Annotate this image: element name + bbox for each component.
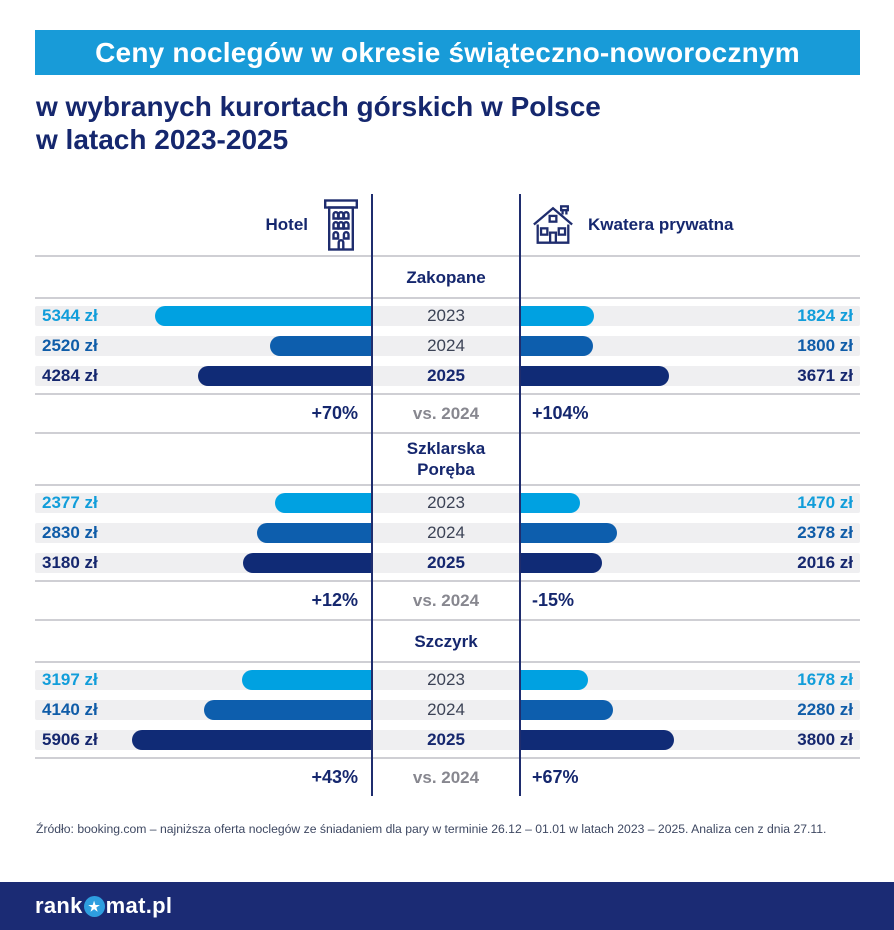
bar-row-2024 (35, 331, 860, 361)
hotel-bar-track (35, 523, 372, 543)
hotel-bar-track (35, 700, 372, 720)
kwatera-bar-track (520, 730, 860, 750)
kwatera-bar-track (520, 700, 860, 720)
year-track (372, 553, 520, 573)
title-banner (35, 30, 860, 75)
year-label: 2024 (427, 523, 465, 542)
house-icon (531, 203, 575, 247)
kwatera-bar (520, 493, 580, 513)
center-column-left-line (371, 194, 373, 796)
year-track (372, 336, 520, 356)
hotel-price-label: 2377 zł (42, 493, 98, 512)
kwatera-bar-track (520, 366, 860, 386)
hotel-bar (242, 670, 372, 690)
section-title: Zakopane (406, 267, 486, 287)
subtitle-line-1: w wybranych kurortach górskich w Polsce (36, 91, 601, 122)
column-headers (35, 194, 860, 255)
kwatera-bar (520, 670, 588, 690)
year-label: 2025 (427, 730, 465, 749)
kwatera-column-label: Kwatera prywatna (588, 214, 734, 234)
center-column-right-line (519, 194, 521, 796)
vs-label: vs. 2024 (412, 403, 480, 423)
hotel-building-icon (322, 199, 360, 251)
star-icon: ★ (84, 896, 105, 917)
kwatera-bar-track (520, 670, 860, 690)
kwatera-bar (520, 306, 594, 326)
year-label: 2023 (427, 306, 465, 325)
hotel-bar (257, 523, 372, 543)
hotel-price-label: 2830 zł (42, 523, 98, 542)
footer-brand-bar (0, 882, 894, 930)
year-track (372, 700, 520, 720)
hotel-bar (275, 493, 372, 513)
kwatera-bar (520, 523, 617, 543)
logo-text-before: rank (35, 893, 83, 918)
hotel-bar (270, 336, 372, 356)
kwatera-bar (520, 553, 602, 573)
kwatera-price-label: 3800 zł (797, 730, 853, 749)
hotel-change-badge: +43% (311, 767, 358, 787)
bar-row-2024 (35, 695, 860, 725)
bar-row-2025 (35, 548, 860, 578)
percent-row-szczyrk (35, 759, 860, 796)
source-note: Źródło: booking.com – najniższa oferta noclegów ze śniadaniem dla pary w terminie 26.12 – 01.01 w latach 2023 – 2025. Analiza cen z dnia 27.11. (36, 822, 827, 836)
hotel-price-label: 5344 zł (42, 306, 98, 325)
vs-label: vs. 2024 (412, 767, 480, 787)
hotel-column-label: Hotel (265, 214, 308, 234)
bar-row-2025 (35, 361, 860, 391)
bar-row-2024 (35, 518, 860, 548)
kwatera-price-label: 1470 zł (797, 493, 853, 512)
section-bars-szczyrk (35, 663, 860, 757)
year-label: 2025 (427, 366, 465, 385)
hotel-bar-track (35, 336, 372, 356)
percent-row-szklarska (35, 582, 860, 619)
kwatera-bar (520, 700, 613, 720)
hotel-bar-track (35, 493, 372, 513)
hotel-price-label: 3197 zł (42, 670, 98, 689)
hotel-bar (155, 306, 372, 326)
page-title: Ceny noclegów w okresie świąteczno-noworocznym (95, 36, 800, 68)
hotel-bar-track (35, 306, 372, 326)
section-title-row-szklarska (35, 434, 860, 484)
logo-text-after: mat.pl (105, 893, 173, 918)
kwatera-change-badge: +104% (532, 403, 589, 423)
kwatera-price-label: 1800 zł (797, 336, 853, 355)
kwatera-bar-track (520, 493, 860, 513)
kwatera-bar-track (520, 553, 860, 573)
subtitle-line-2: w latach 2023-2025 (36, 124, 289, 155)
kwatera-bar-track (520, 523, 860, 543)
year-track (372, 493, 520, 513)
section-title: Szczyrk (414, 631, 478, 651)
hotel-bar (243, 553, 372, 573)
hotel-change-badge: +70% (311, 403, 358, 423)
kwatera-bar-track (520, 306, 860, 326)
hotel-bar (132, 730, 372, 750)
kwatera-bar (520, 366, 669, 386)
bar-row-2023 (35, 488, 860, 518)
year-label: 2023 (427, 670, 465, 689)
year-label: 2024 (427, 336, 465, 355)
year-track (372, 306, 520, 326)
year-label: 2023 (427, 493, 465, 512)
hotel-bar-track (35, 553, 372, 573)
page-subtitle (36, 90, 859, 156)
hotel-bar-track (35, 670, 372, 690)
section-title-row-szczyrk (35, 621, 860, 661)
kwatera-change-badge: +67% (532, 767, 579, 787)
kwatera-price-label: 1678 zł (797, 670, 853, 689)
year-track (372, 523, 520, 543)
hotel-price-label: 4284 zł (42, 366, 98, 385)
hotel-price-label: 3180 zł (42, 553, 98, 572)
year-track (372, 670, 520, 690)
kwatera-change-badge: -15% (532, 590, 575, 610)
vs-label: vs. 2024 (412, 590, 480, 610)
kwatera-bar (520, 336, 593, 356)
hotel-price-label: 5906 zł (42, 730, 98, 749)
year-label: 2024 (427, 700, 465, 719)
hotel-bar-track (35, 730, 372, 750)
bar-row-2023 (35, 301, 860, 331)
percent-row-zakopane (35, 395, 860, 432)
kwatera-price-label: 3671 zł (797, 366, 853, 385)
hotel-price-label: 2520 zł (42, 336, 98, 355)
section-bars-szklarska (35, 486, 860, 580)
diverging-bar-chart (35, 194, 860, 796)
bar-row-2025 (35, 725, 860, 755)
hotel-bar (198, 366, 372, 386)
hotel-price-label: 4140 zł (42, 700, 98, 719)
section-title: Szklarska Poręba (406, 439, 486, 479)
year-label: 2025 (427, 553, 465, 572)
section-bars-zakopane (35, 299, 860, 393)
kwatera-bar (520, 730, 674, 750)
bar-row-2023 (35, 665, 860, 695)
year-track (372, 730, 520, 750)
kwatera-bar-track (520, 336, 860, 356)
section-title-row-zakopane (35, 257, 860, 297)
year-track (372, 366, 520, 386)
kwatera-price-label: 2378 zł (797, 523, 853, 542)
hotel-bar (204, 700, 372, 720)
kwatera-price-label: 2280 zł (797, 700, 853, 719)
hotel-change-badge: +12% (311, 590, 358, 610)
kwatera-price-label: 2016 zł (797, 553, 853, 572)
hotel-bar-track (35, 366, 372, 386)
rankomat-logo (35, 893, 172, 919)
kwatera-price-label: 1824 zł (797, 306, 853, 325)
